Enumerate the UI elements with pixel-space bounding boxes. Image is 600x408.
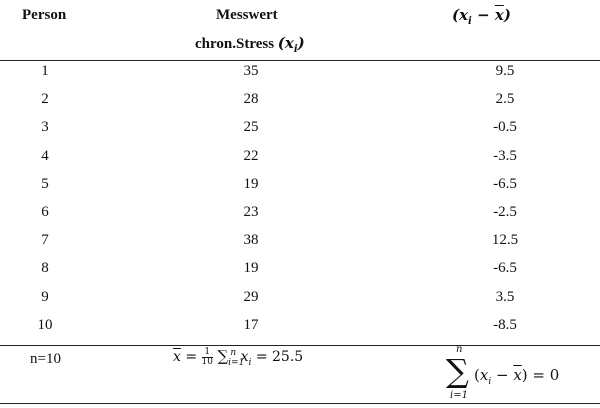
cell-value: 29: [243, 288, 259, 305]
cell-deviation: -8.5: [493, 316, 517, 333]
cell-deviation: -3.5: [493, 147, 517, 164]
cell-deviation: -2.5: [493, 204, 517, 220]
cell-deviation: -0.5: [493, 119, 517, 136]
cell-value: 28: [243, 91, 259, 108]
sum-lower-limit: i=1: [450, 390, 468, 401]
cell-value: 35: [243, 63, 259, 79]
cell-person: 1: [41, 63, 49, 79]
cell-value: 19: [243, 260, 259, 277]
cell-deviation: -6.5: [493, 260, 517, 277]
cell-value: 23: [243, 204, 259, 220]
cell-deviation: -6.5: [493, 175, 517, 192]
header-deviation: $(x_i - \overline{x})$: [452, 6, 511, 27]
cell-deviation: 3.5: [495, 288, 515, 305]
cell-value: 19: [243, 175, 259, 192]
sum-formula: [446, 344, 596, 406]
cell-value: 17: [243, 316, 259, 333]
cell-person: 8: [41, 260, 49, 277]
header-messwert-line1: Messwert: [216, 7, 278, 23]
sum-expression: $(x_i - \overline{x}) = 0$: [474, 366, 560, 387]
cell-person: 10: [37, 316, 53, 333]
sum-upper-limit: n: [456, 344, 463, 355]
header-person: Person: [22, 7, 67, 23]
cell-value: 22: [243, 147, 259, 164]
cell-value: 25: [243, 119, 259, 136]
cell-person: 6: [41, 204, 49, 220]
cell-value: 38: [243, 232, 259, 249]
header-messwert-text: chron.Stress: [195, 36, 275, 52]
cell-deviation: 2.5: [495, 91, 515, 108]
cell-deviation: 12.5: [491, 232, 519, 249]
cell-deviation: 9.5: [495, 63, 515, 79]
bottom-rule: [0, 403, 600, 404]
footer-n: n=10: [30, 351, 61, 367]
cell-person: 3: [41, 119, 49, 136]
header-messwert-line2: [195, 34, 305, 59]
cell-person: 2: [41, 91, 49, 108]
cell-person: 5: [41, 175, 49, 192]
cell-person: 9: [41, 288, 49, 305]
cell-person: 4: [41, 147, 49, 164]
cell-person: 7: [41, 232, 49, 249]
sum-sigma-icon: ∑: [446, 352, 469, 390]
header-rule: [0, 60, 600, 61]
mean-formula: $\overline{x}$ = $\frac{1}{10}$ $\sum_{i=1}^n$ $x_i = 25.5$: [173, 346, 304, 368]
header-messwert-symbol: $(x_i)$: [277, 34, 305, 55]
